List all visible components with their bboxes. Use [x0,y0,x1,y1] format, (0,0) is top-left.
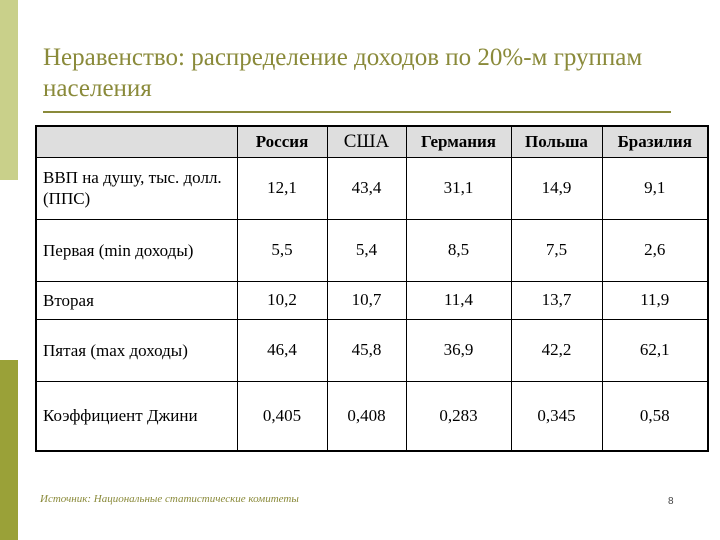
row-label: Коэффициент Джини [36,381,237,451]
row-label: Пятая (max доходы) [36,319,237,381]
table-cell: 0,408 [327,381,406,451]
row-label: ВВП на душу, тыс. долл. (ППС) [36,157,237,219]
table-cell: 62,1 [602,319,708,381]
column-header-brazil: Бразилия [602,126,708,157]
table-cell: 0,405 [237,381,327,451]
income-distribution-table [35,125,709,452]
table-cell: 11,9 [602,281,708,319]
table-cell: 13,7 [511,281,602,319]
column-header-russia: Россия [237,126,327,157]
table-cell: 9,1 [602,157,708,219]
table-cell: 12,1 [237,157,327,219]
table-cell: 36,9 [406,319,511,381]
table-row-gdp [36,157,708,219]
table-cell: 0,58 [602,381,708,451]
table-cell: 5,4 [327,219,406,281]
source-note: Источник: Национальные статистические комитеты [40,493,299,505]
table-cell: 7,5 [511,219,602,281]
header-corner-cell [36,126,237,157]
table-cell: 14,9 [511,157,602,219]
page-number: 8 [668,496,674,507]
table-cell: 45,8 [327,319,406,381]
table-cell: 31,1 [406,157,511,219]
table-row-fifth-quintile [36,319,708,381]
table-header-row [36,126,708,157]
table-cell: 8,5 [406,219,511,281]
table-cell: 0,283 [406,381,511,451]
column-header-usa: США [327,126,406,157]
accent-segment-middle [0,180,18,360]
table-cell: 42,2 [511,319,602,381]
column-header-germany: Германия [406,126,511,157]
table-row-second-quintile [36,281,708,319]
table-cell: 2,6 [602,219,708,281]
table-cell: 5,5 [237,219,327,281]
column-header-poland: Польша [511,126,602,157]
table-cell: 46,4 [237,319,327,381]
table-row-gini [36,381,708,451]
slide-title: Неравенство: распределение доходов по 20%-м группам населения [43,44,643,102]
title-underline [43,111,671,113]
row-label: Вторая [36,281,237,319]
table-cell: 43,4 [327,157,406,219]
table-cell: 10,2 [237,281,327,319]
row-label: Первая (min доходы) [36,219,237,281]
table-cell: 0,345 [511,381,602,451]
accent-segment-bottom [0,360,18,540]
table-row-first-quintile [36,219,708,281]
accent-segment-top [0,0,18,180]
table-cell: 11,4 [406,281,511,319]
table-cell: 10,7 [327,281,406,319]
left-accent-bar [0,0,18,540]
